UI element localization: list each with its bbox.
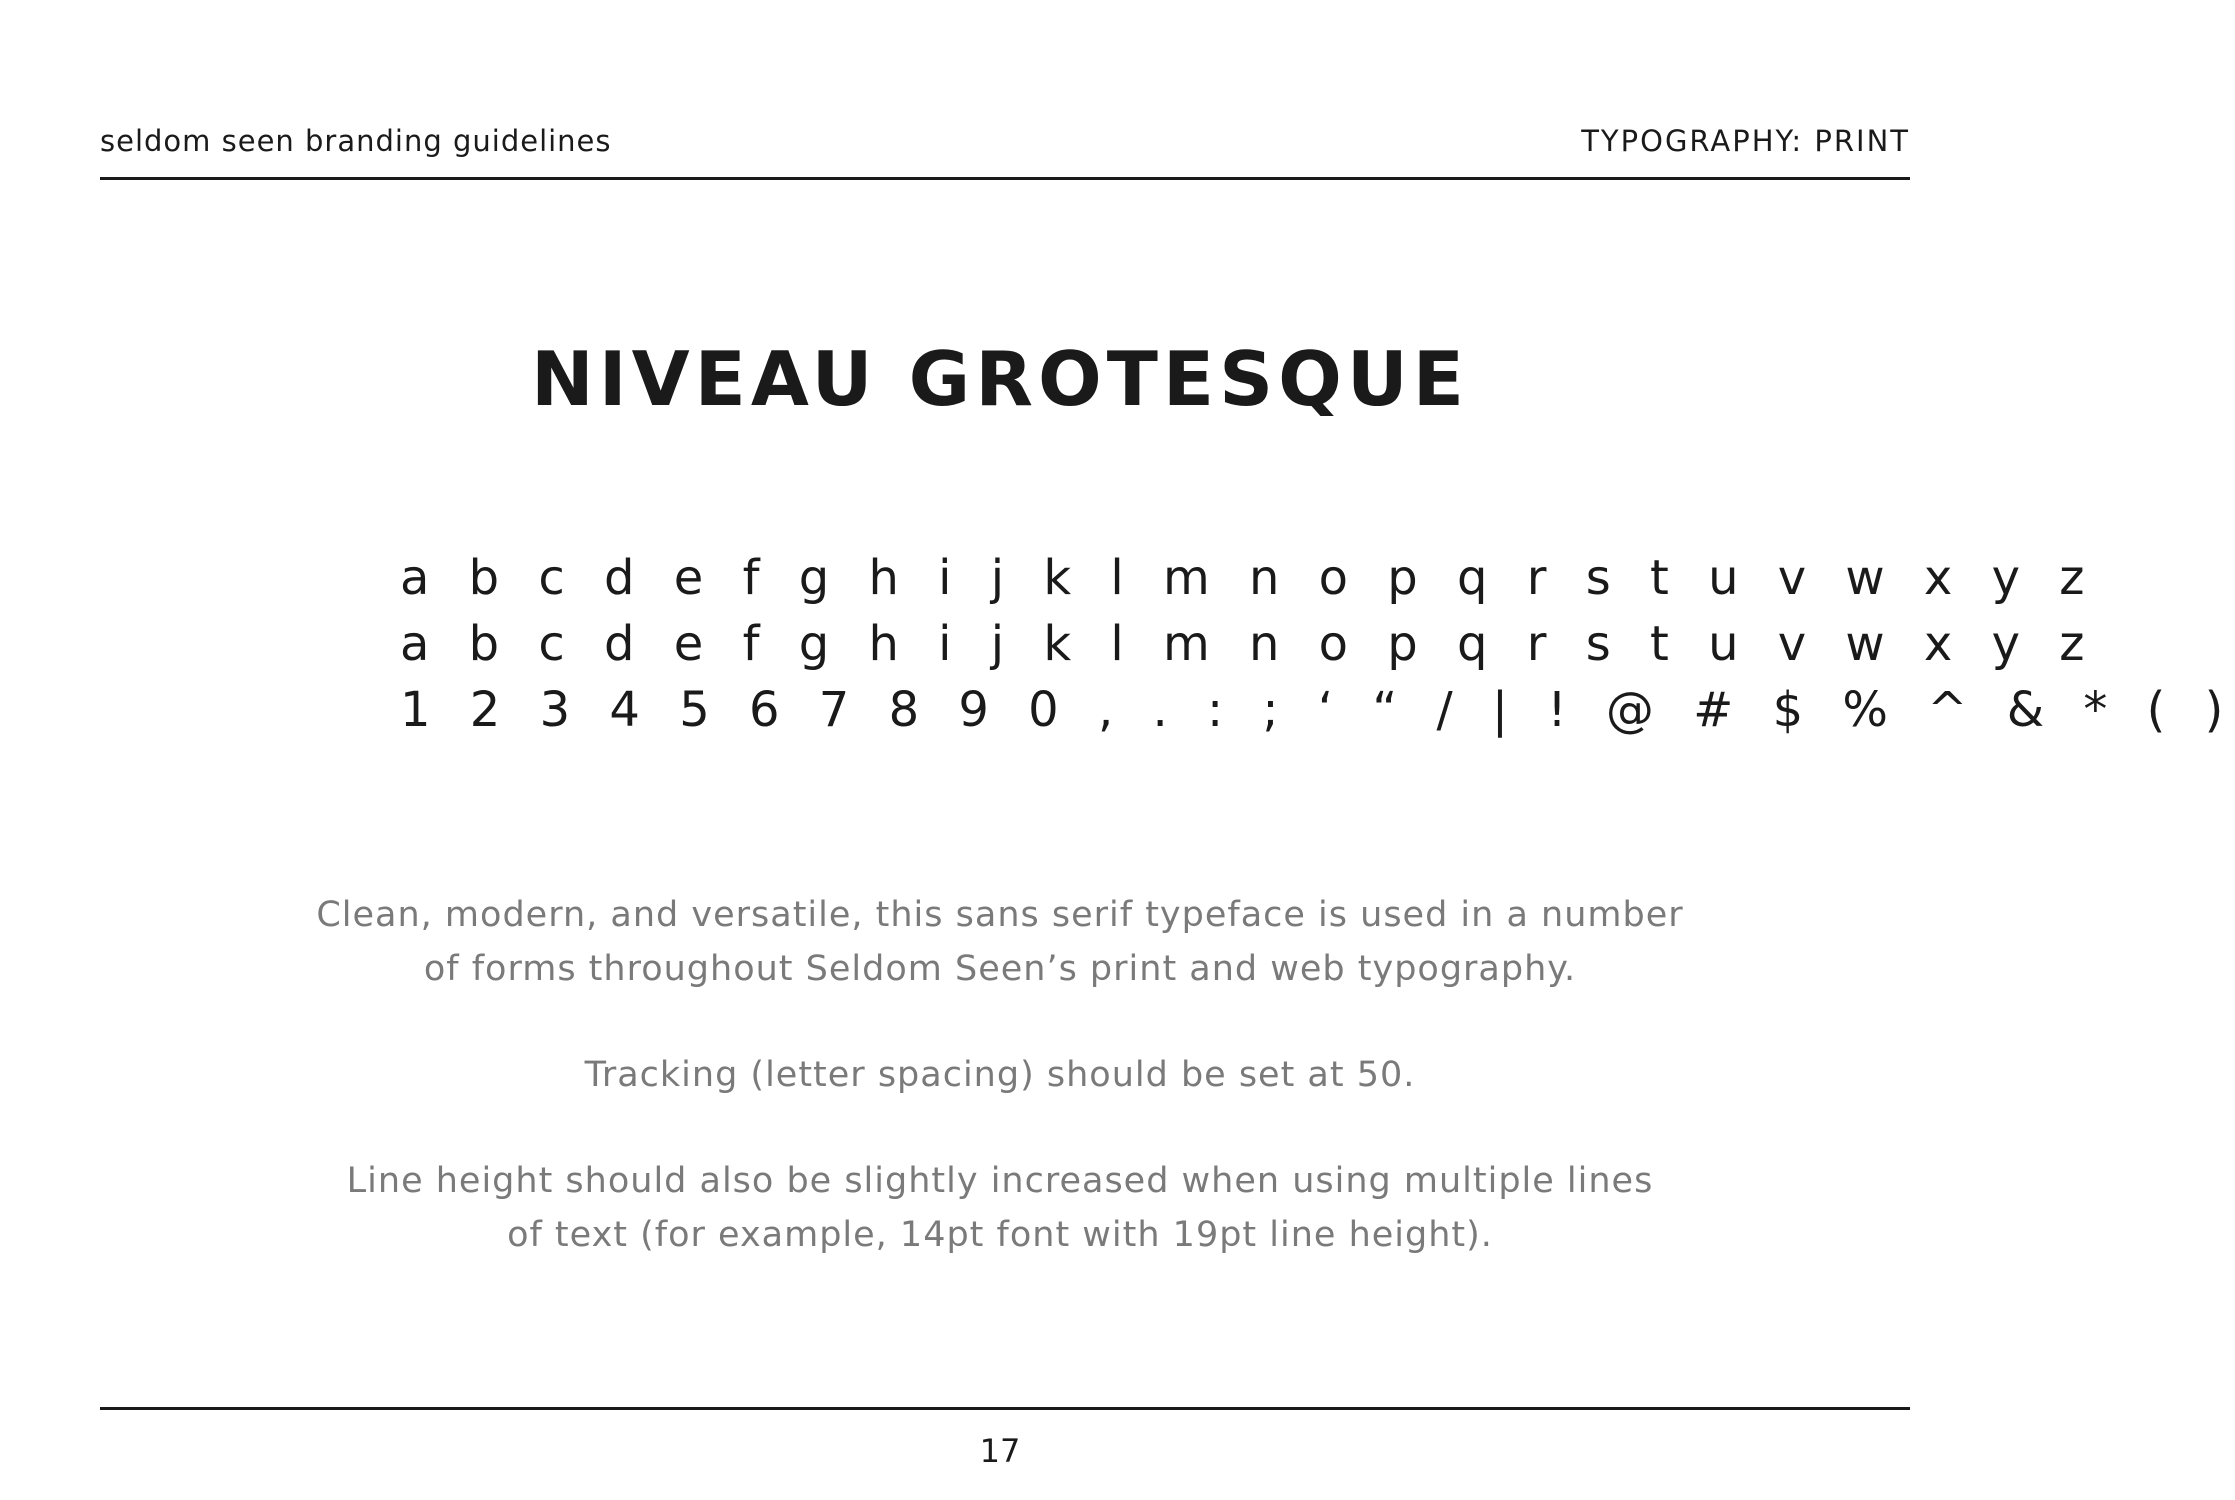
- header-divider: [100, 177, 1910, 180]
- lowercase-specimen-regular: a b c d e f g h i j k l m n o p q r s t u v w x y z: [400, 550, 2097, 606]
- description-paragraph: [0, 888, 2000, 996]
- footer-divider: [100, 1407, 1910, 1410]
- lowercase-specimen-alt: a b c d e f g h i j k l m n o p q r s t u v w x y z: [400, 616, 2097, 672]
- description-line-1: Clean, modern, and versatile, this sans serif typeface is used in a number: [316, 895, 1684, 935]
- section-label: TYPOGRAPHY: PRINT: [1581, 124, 1910, 158]
- line-height-line-1: Line height should also be slightly increased when using multiple lines: [346, 1161, 1654, 1201]
- tracking-paragraph: [0, 1048, 2000, 1102]
- typeface-title: NIVEAU GROTESQUE: [530, 335, 1470, 423]
- numerals-punctuation-specimen: 1 2 3 4 5 6 7 8 9 0 , . : ; ‘ “ / | ! @ # $ % ^ & * ( ): [400, 682, 2235, 738]
- description-line-2: of forms throughout Seldom Seen’s print and web typography.: [423, 949, 1577, 989]
- line-height-paragraph: [0, 1154, 2000, 1262]
- glyph-specimen: [400, 545, 2235, 743]
- document-header-title: seldom seen branding guidelines: [100, 124, 612, 158]
- tracking-line-1: Tracking (letter spacing) should be set at 50.: [584, 1055, 1416, 1095]
- line-height-line-2: of text (for example, 14pt font with 19pt line height).: [507, 1215, 1493, 1255]
- page-number: 17: [979, 1432, 1021, 1470]
